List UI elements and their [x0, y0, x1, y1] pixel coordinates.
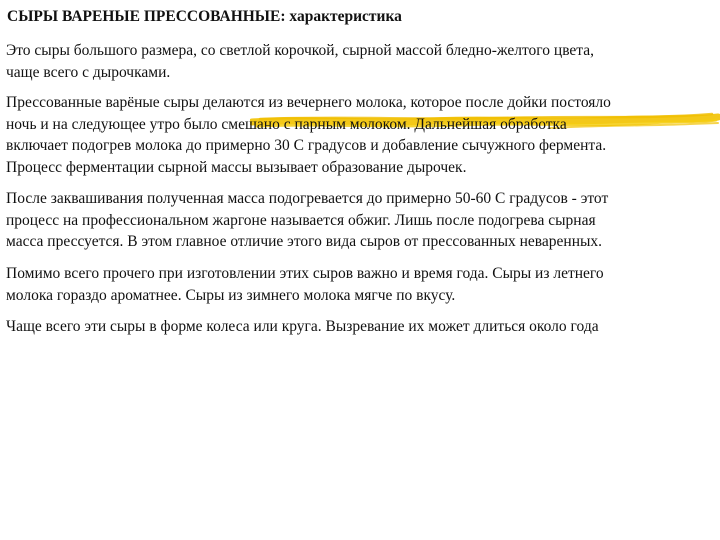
- paragraph-line: включает подогрев молока до примерно 30 С градусов и добавление сычужного фермента.: [6, 137, 607, 154]
- paragraph-4: [6, 263, 718, 306]
- paragraph-line: Это сыры большого размера, со светлой корочкой, сырной массой бледно-желтого цвета,: [6, 42, 595, 59]
- paragraph-line: масса прессуется. В этом главное отличие этого вида сыров от прессованных неваренных.: [6, 233, 603, 250]
- paragraph-line: Прессованные варёные сыры делаются из вечернего молока, которое после дойки постояло: [6, 94, 611, 111]
- paragraph-1: [6, 40, 718, 83]
- title-rest: характеристика: [285, 8, 402, 25]
- paragraph-5: [6, 316, 718, 338]
- paragraph-line: Процесс ферментации сырной массы вызывает образование дырочек.: [6, 158, 467, 176]
- paragraph-line: После заквашивания полученная масса подогревается до примерно 50-60 С градусов - этот: [6, 190, 609, 207]
- document-title: [7, 6, 402, 27]
- paragraph-3: [6, 188, 718, 253]
- paragraph-line: Помимо всего прочего при изготовлении этих сыров важно и время года. Сыры из летнего: [6, 265, 604, 282]
- paragraph-line: процесс на профессиональном жаргоне называется обжиг. Лишь после подогрева сырная: [6, 211, 596, 229]
- paragraph-2: [6, 92, 718, 178]
- paragraph-line: молока гораздо ароматнее. Сыры из зимнего молока мягче по вкусу.: [6, 286, 456, 304]
- paragraph-line: Чаще всего эти сыры в форме колеса или круга. Вызревание их может длиться около года: [6, 318, 599, 335]
- paragraph-line: чаще всего с дырочками.: [6, 63, 171, 81]
- paragraph-line: ночь и на следующее утро было смешано с парным молоком. Дальнейшая обработка: [6, 115, 567, 133]
- title-bold: СЫРЫ ВАРЕНЫЕ ПРЕССОВАННЫЕ:: [7, 8, 286, 25]
